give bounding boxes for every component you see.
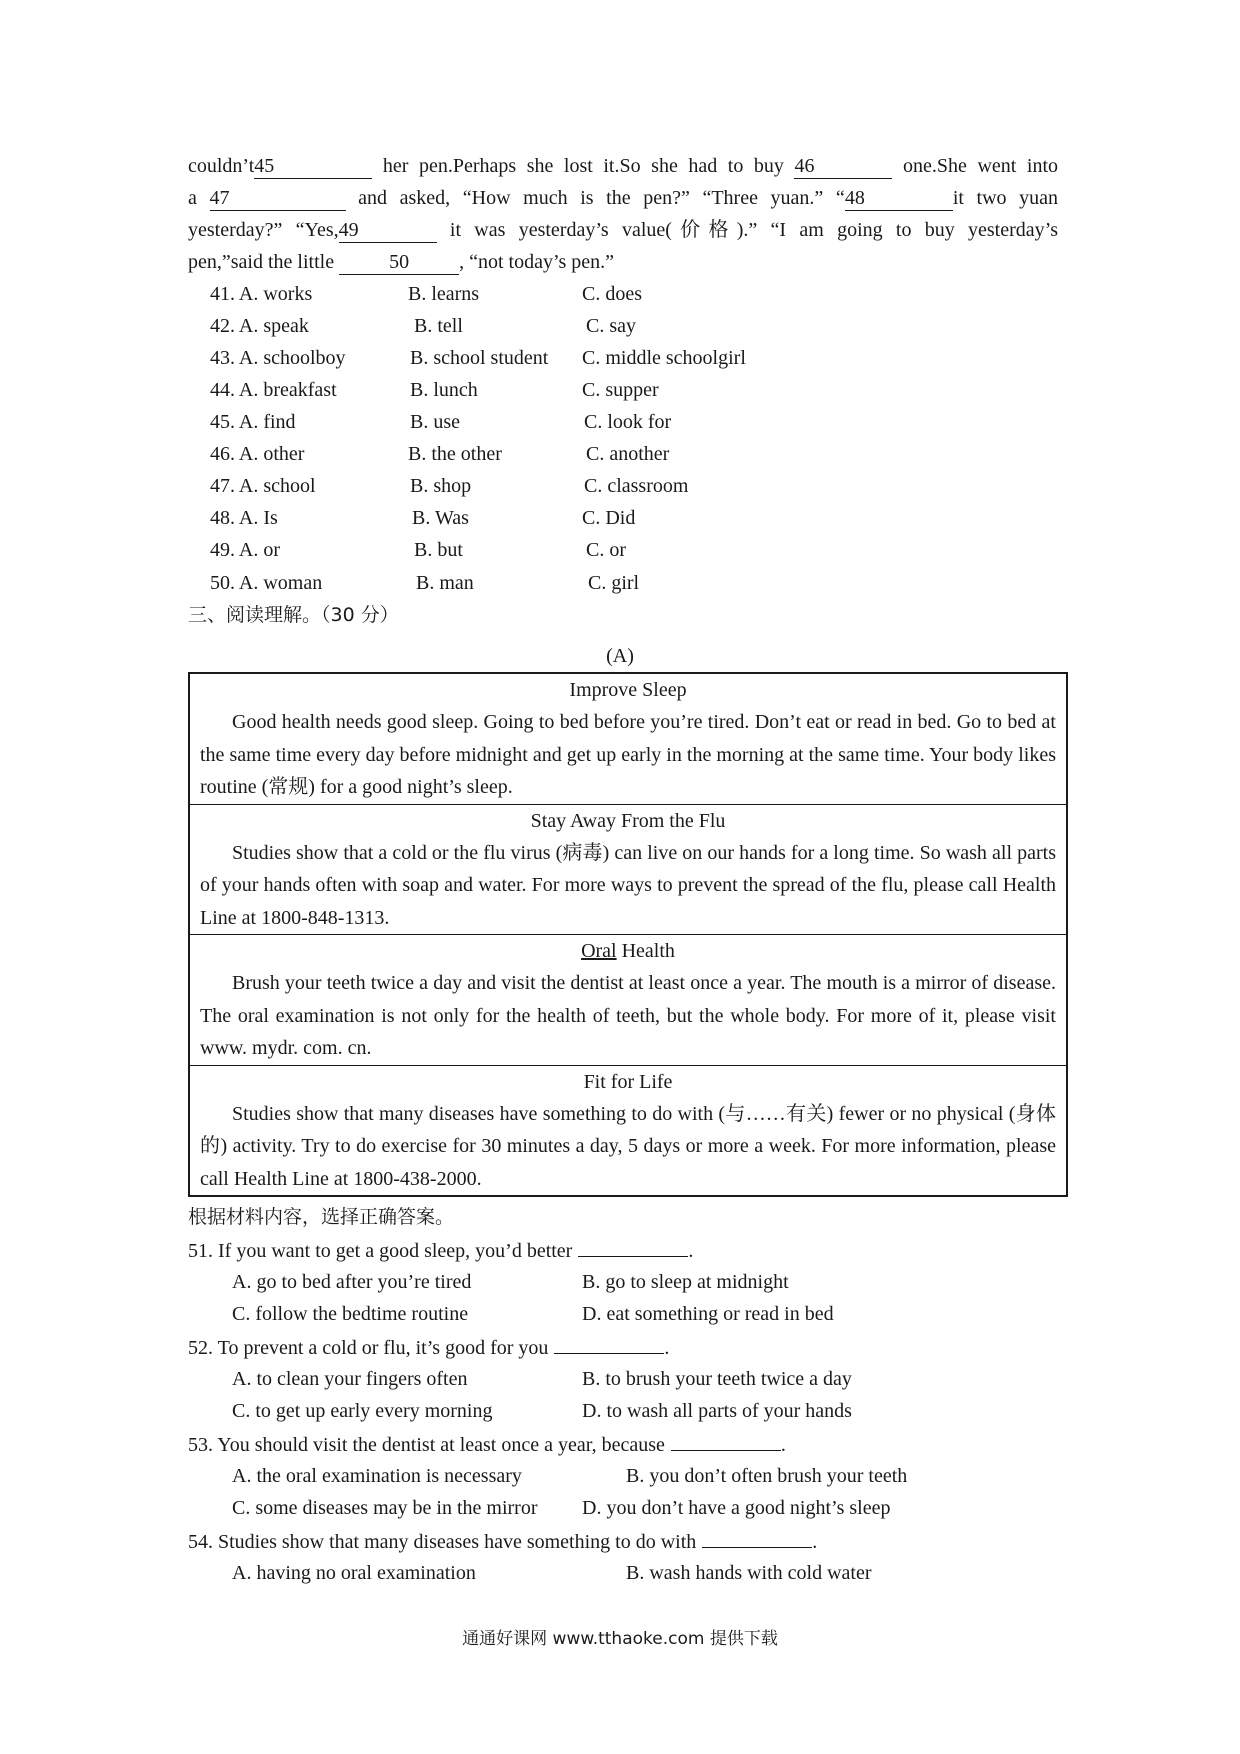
answer-blank [671,1428,781,1451]
passage-label-a: (A) [606,645,634,667]
section-title-reading: 三、阅读理解。（30 分） [188,604,399,626]
notice-body: Studies show that many diseases have something to do with (与……有关) fewer or no physical (身体的) activity. Try to do exercise for 30 minutes a day, 5 days or more a week. For more information, please call Health Line at 1800-438-2000. [200,1102,1056,1190]
answer-blank [554,1331,664,1354]
notice-fit-for-life [190,1066,1066,1196]
page-footer: 通通好课网 www.tthaoke.com 提供下载 [462,1629,778,1649]
question-51: 51. If you want to get a good sleep, you’d better . [188,1234,693,1266]
answer-blank [578,1234,688,1257]
notice-title: Stay Away From the Flu [530,809,726,832]
notice-box [188,672,1068,1197]
answer-blank [702,1525,812,1548]
blank-47: 47 [210,186,346,211]
notice-title: Fit for Life [583,1070,673,1093]
question-53: 53. You should visit the dentist at least once a year, because . [188,1428,786,1460]
blank-49: 49 [339,218,437,243]
blank-50: 50 [339,250,459,275]
notice-title: Oral Health [581,940,675,962]
question-54: 54. Studies show that many diseases have something to do with . [188,1525,817,1557]
notice-body: Studies show that a cold or the flu virus (病毒) can live on our hands for a long time. So wash all parts of your hands often with soap and water. For more ways to prevent the spread of the flu, please call Health Line at 1800-848-1313. [200,841,1056,929]
notice-oral-health [190,935,1066,1066]
blank-45: 45 [254,154,372,179]
notice-title: Improve Sleep [569,679,687,701]
cloze-line-2: a 47 and asked, “How much is the pen?” “Three yuan.” “48 it two yuan [188,187,1059,209]
question-52: 52. To prevent a cold or flu, it’s good for you . [188,1331,669,1363]
notice-flu [190,805,1066,936]
notice-body: Good health needs good sleep. Going to bed before you’re tired. Don’t eat or read in bed. Go to bed at the same time every day before midnight and get up early in the morning at the same time. Your body likes routine (常规) for a good night’s sleep. [200,711,1056,798]
notice-body: Brush your teeth twice a day and visit the dentist at least once a year. The mouth is a mirror of disease. The oral examination is not only for the health of teeth, but the whole body. For more of it, please visit www. mydr. com. cn. [200,972,1056,1059]
cloze-line-1: couldn’t45 her pen.Perhaps she lost it.So she had to buy 46 one.She went into [188,155,1059,177]
cloze-line-3: yesterday?” “Yes,49 it was yesterday’s value(价格).” “I am going to buy yesterday’s [188,219,1058,241]
reading-instruction: 根据材料内容，选择正确答案。 [188,1206,455,1228]
blank-46: 46 [794,154,892,179]
notice-improve-sleep [190,674,1066,805]
cloze-line-4: pen,”said the little 50 , “not today’s pen.” [188,251,615,273]
blank-48: 48 [845,186,953,211]
